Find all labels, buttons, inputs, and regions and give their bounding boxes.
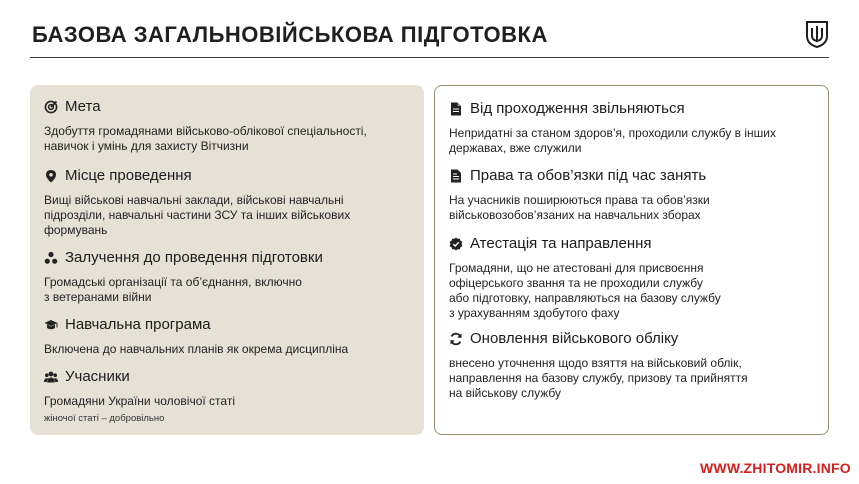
graduation-cap-icon [44,318,58,332]
section-text: Громадські організації та об’єднання, включно з ветеранами війни [44,275,302,304]
section-registry-update [449,330,748,401]
left-panel [30,85,424,435]
section-text: Непридатні за станом здоров’я, проходили службу в інших державах, вже служили [449,126,776,155]
verified-badge-icon [449,237,463,251]
site-watermark: WWW.ZHITOMIR.INFO [700,460,851,476]
rights-document-icon [449,169,463,183]
section-heading: Учасники [65,368,130,385]
network-icon [44,251,58,265]
right-panel [434,85,829,435]
section-heading: Права та обов’язки під час занять [470,167,707,184]
section-heading: Атестація та направлення [470,235,652,252]
section-participants [44,368,235,424]
section-text: Включена до навчальних планів як окрема дисципліна [44,342,349,356]
section-rights [449,167,710,223]
section-location [44,167,350,238]
page-title: БАЗОВА ЗАГАЛЬНОВІЙСЬКОВА ПІДГОТОВКА [32,22,548,47]
section-text: На учасників поширюються права та обов’язки військовозобов’язаних на навчальних зборах [449,193,710,222]
section-attestation [449,235,721,321]
section-involvement [44,249,323,305]
section-heading: Мета [65,98,101,115]
refresh-icon [449,332,463,346]
section-heading: Місце проведення [65,167,192,184]
section-purpose [44,98,367,154]
section-text: Громадяни, що не атестовані для присвоєння офіцерського звання та не проходили службу або підготовку, направляються на базову службу з урахуванням здобутого фаху [449,261,721,320]
location-pin-icon [44,169,58,183]
section-text: Громадяни України чоловічої статі [44,394,235,408]
title-divider [30,57,829,58]
section-heading: Від проходження звільняються [470,100,685,117]
section-heading: Оновлення військового обліку [470,330,679,347]
armed-forces-emblem-icon [806,20,828,48]
document-icon [449,102,463,116]
target-icon [44,100,58,114]
participants-note: жіночої статі – добровільно [44,413,165,424]
section-program [44,316,348,357]
section-text: Здобуття громадянами військово-облікової спеціальності, навичок і умінь для захисту Вітчизни [44,124,367,153]
people-group-icon [44,370,58,384]
section-heading: Залучення до проведення підготовки [65,249,323,266]
section-text: внесено уточнення щодо взяття на військовий облік, направлення на базову службу, призову та прийняття на військову службу [449,356,748,400]
section-heading: Навчальна програма [65,316,211,333]
section-text: Вищі військові навчальні заклади, військові навчальні підрозділи, навчальні частини ЗСУ та інших військових формувань [44,193,351,237]
section-exemptions [449,100,776,156]
